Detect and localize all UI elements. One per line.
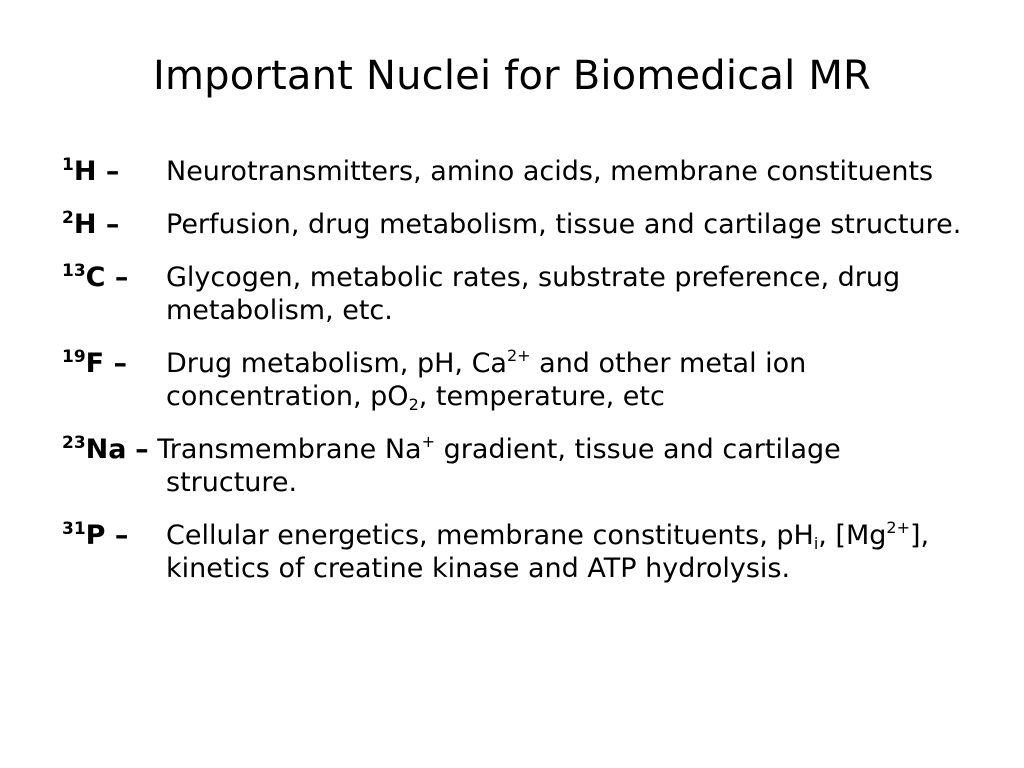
text-part: Transmembrane Na [157, 434, 422, 465]
nucleus-description: Perfusion, drug metabolism, tissue and cartilage structure. [166, 209, 962, 240]
mass-number: 13 [62, 261, 86, 281]
mass-number: 23 [62, 433, 86, 453]
superscript: 2+ [506, 346, 531, 365]
dash: – [114, 520, 129, 551]
text-part: Drug metabolism, pH, Ca [166, 348, 507, 379]
list-item-19f [62, 347, 992, 413]
text-part: gradient, tissue and cartilage [435, 434, 841, 465]
text-part: , [Mg [818, 520, 887, 551]
element-symbol: C [85, 262, 106, 293]
dash: – [135, 434, 149, 465]
list-item-1h [62, 155, 992, 188]
mass-number: 1 [62, 155, 74, 175]
element-symbol: H [73, 156, 97, 187]
list-item-13c [62, 261, 992, 327]
dash: – [105, 209, 120, 240]
list-item-31p [62, 519, 992, 585]
subscript: 2 [408, 395, 419, 414]
nucleus-description [62, 347, 992, 413]
nucleus-description [62, 519, 992, 585]
nucleus-label [62, 434, 127, 465]
text-part: ], kinetics of creatine kinase and ATP hydrolysis. [166, 520, 930, 584]
nuclei-list [62, 155, 992, 605]
text-part: Cellular energetics, membrane constituents, pH [166, 520, 814, 551]
nucleus-label [62, 519, 128, 552]
dash: – [105, 156, 120, 187]
superscript: 2+ [886, 518, 910, 537]
superscript: + [421, 432, 435, 451]
dash: – [114, 262, 129, 293]
list-item-2h [62, 208, 992, 241]
nucleus-first-line [62, 433, 992, 466]
text-part: and other metal ion concentration, pO [166, 348, 807, 412]
dash: – [113, 348, 128, 379]
slide-title: Important Nuclei for Biomedical MR [152, 53, 872, 99]
element-symbol: H [73, 209, 97, 240]
element-symbol: F [85, 348, 105, 379]
nucleus-description: Glycogen, metabolic rates, substrate preference, drug metabolism, etc. [166, 262, 901, 326]
nucleus-label [62, 261, 128, 294]
subscript: i [813, 534, 819, 553]
nucleus-label [62, 347, 127, 380]
nucleus-label [62, 208, 119, 241]
text-part: , temperature, etc [418, 381, 665, 412]
mass-number: 2 [62, 208, 74, 228]
nucleus-description: Neurotransmitters, amino acids, membrane constituents [166, 156, 934, 187]
element-symbol: Na [85, 434, 127, 465]
nucleus-second-line: structure. [166, 467, 298, 498]
nucleus-label [62, 155, 119, 188]
mass-number: 19 [62, 347, 86, 367]
element-symbol: P [85, 520, 106, 551]
list-item-23na [62, 433, 992, 499]
mass-number: 31 [62, 519, 86, 539]
